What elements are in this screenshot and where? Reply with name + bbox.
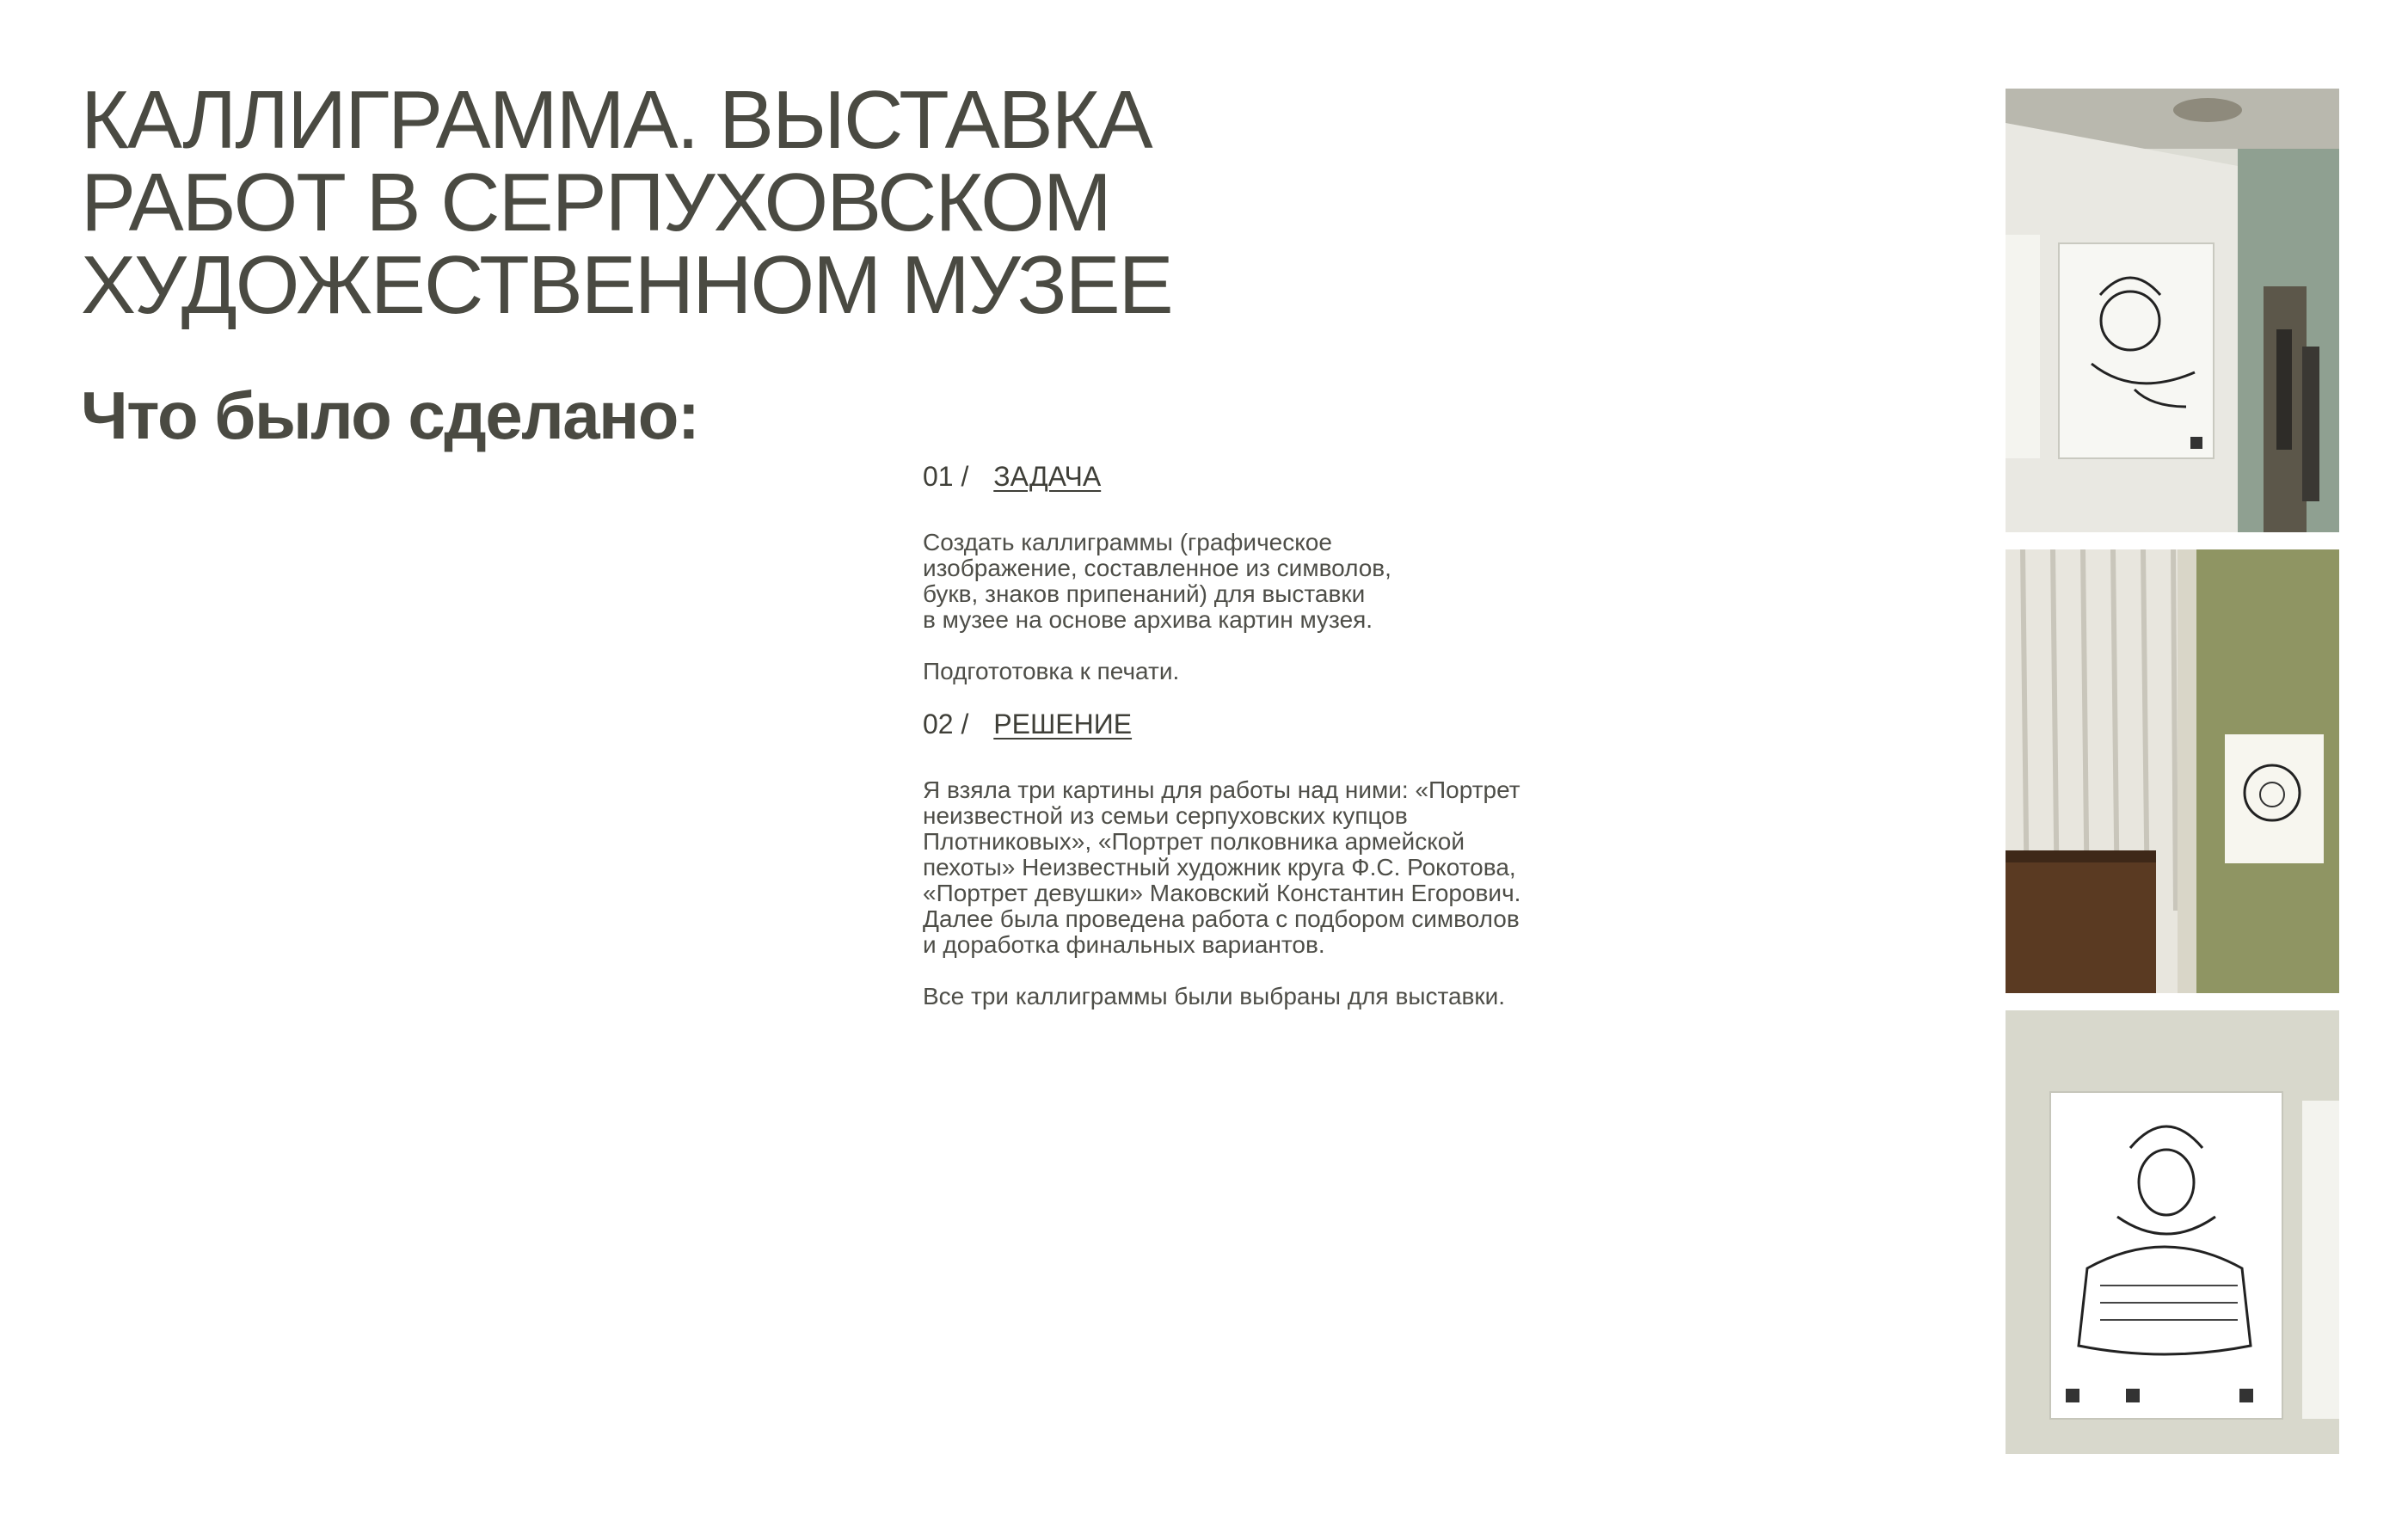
solution-link[interactable]: РЕШЕНИЕ — [993, 709, 1133, 739]
task-section — [923, 459, 1576, 684]
solution-note: Все три каллиграммы были выбраны для выставки. — [923, 983, 1506, 1009]
solution-line: и доработка финальных вариантов. — [923, 931, 1325, 958]
curtain-window-photo-icon — [2006, 549, 2339, 993]
exhibition-hall-photo-icon — [2006, 89, 2339, 532]
solution-number: 02 / — [923, 709, 969, 739]
solution-line: неизвестной из семьи серпуховских купцов — [923, 802, 1408, 829]
solution-line: Плотниковых», «Портрет полковника армейской — [923, 828, 1465, 855]
curtain-window-photo — [2006, 549, 2339, 993]
solution-line: Далее была проведена работа с подбором символов — [923, 905, 1520, 932]
title-line-2: РАБОТ В СЕРПУХОВСКОМ — [81, 156, 1110, 249]
task-line: в музее на основе архива картин музея. — [923, 606, 1373, 633]
exhibition-hall-photo — [2006, 89, 2339, 532]
title-line-1: КАЛЛИГРАММА. ВЫСТАВКА — [81, 74, 1152, 166]
task-heading — [923, 459, 1576, 494]
task-line: букв, знаков припенаний) для выставки — [923, 580, 1366, 607]
task-note: Подгототовка к печати. — [923, 658, 1180, 684]
portrait-poster-photo-icon — [2006, 1010, 2339, 1454]
solution-heading — [923, 707, 1576, 741]
task-line: Создать каллиграммы (графическое — [923, 529, 1332, 555]
title-line-3: ХУДОЖЕСТВЕННОМ МУЗЕЕ — [81, 239, 1172, 331]
solution-line: Я взяла три картины для работы над ними: «Портрет — [923, 776, 1520, 803]
task-number: 01 / — [923, 461, 969, 492]
task-description — [923, 530, 1576, 633]
task-link[interactable]: ЗАДАЧА — [993, 461, 1102, 492]
section-subtitle: Что было сделано: — [81, 377, 699, 453]
solution-line: «Портрет девушки» Маковский Константин Егорович. — [923, 880, 1521, 906]
portrait-poster-photo — [2006, 1010, 2339, 1454]
solution-section — [923, 707, 1576, 1009]
solution-description — [923, 777, 1576, 958]
task-line: изображение, составленное из символов, — [923, 555, 1391, 581]
page-title — [81, 74, 1371, 331]
solution-line: пехоты» Неизвестный художник круга Ф.С. Рокотова, — [923, 854, 1516, 881]
